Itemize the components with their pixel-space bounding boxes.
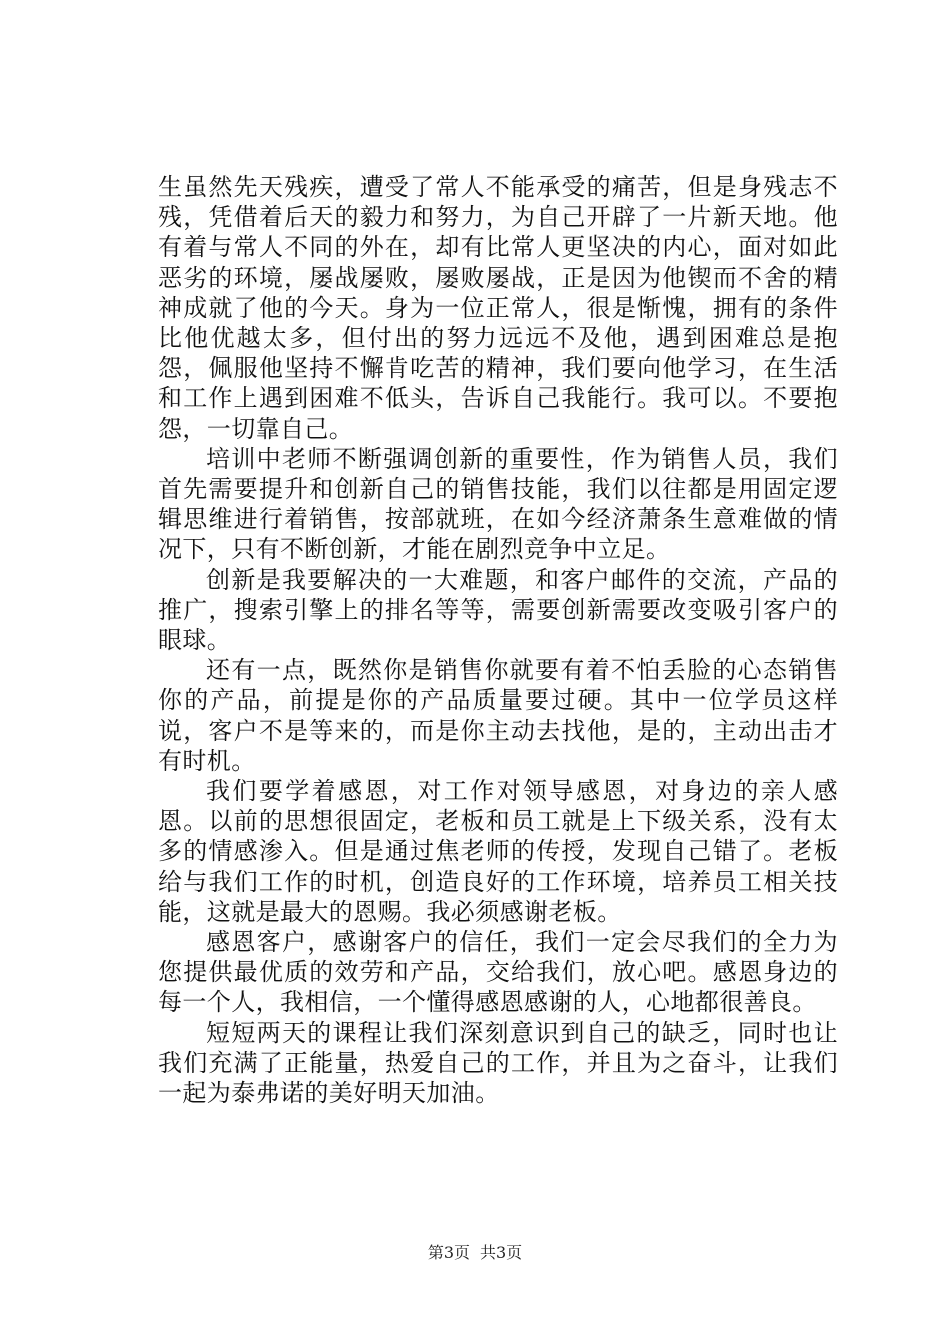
page-number-current: 第3页 <box>427 1243 470 1262</box>
page-footer <box>0 1240 950 1263</box>
paragraph-innovation-challenge: 创新是我要解决的一大难题，和客户邮件的交流，产品的推广，搜索引擎上的排名等等，需要创新需要改变吸引客户的眼球。 <box>158 565 838 655</box>
paragraph-sales-attitude: 还有一点，既然你是销售你就要有着不怕丢脸的心态销售你的产品，前提是你的产品质量要过硬。其中一位学员这样说，客户不是等来的，而是你主动去找他，是的，主动出击才有时机。 <box>158 656 838 775</box>
paragraph-gratitude-customers: 感恩客户，感谢客户的信任，我们一定会尽我们的全力为您提供最优质的效劳和产品，交给我们，放心吧。感恩身边的每一个人，我相信，一个懂得感恩感谢的人，心地都很善良。 <box>158 928 838 1017</box>
paragraph-continued: 生虽然先天残疾，遭受了常人不能承受的痛苦，但是身残志不残，凭借着后天的毅力和努力，为自己开辟了一片新天地。他有着与常人不同的外在，却有比常人更坚决的内心，面对如此恶劣的环境，屡战屡败，屡败屡战，正是因为他锲而不舍的精神成就了他的今天。身为一位正常人，很是惭愧，拥有的条件比他优越太多，但付出的努力远远不及他，遇到困难总是抱怨，佩服他坚持不懈肯吃苦的精神，我们要向他学习，在生活和工作上遇到困难不低头，告诉自己我能行。我可以。不要抱怨，一切靠自己。 <box>158 173 838 443</box>
paragraph-innovation: 培训中老师不断强调创新的重要性，作为销售人员，我们首先需要提升和创新自己的销售技能，我们以往都是用固定逻辑思维进行着销售，按部就班，在如今经济萧条生意难做的情况下，只有不断创新，才能在剧烈竞争中立足。 <box>158 444 838 564</box>
document-body <box>158 172 838 1108</box>
paragraph-conclusion: 短短两天的课程让我们深刻意识到自己的缺乏，同时也让我们充满了正能量，热爱自己的工作，并且为之奋斗，让我们一起为泰弗诺的美好明天加油。 <box>158 1018 838 1108</box>
paragraph-gratitude: 我们要学着感恩，对工作对领导感恩，对身边的亲人感恩。以前的思想很固定，老板和员工就是上下级关系，没有太多的情感渗入。但是通过焦老师的传授，发现自己错了。老板给与我们工作的时机，创造良好的工作环境，培养员工相关技能，这就是最大的恩赐。我必须感谢老板。 <box>158 777 838 926</box>
page-number-total: 共3页 <box>480 1243 523 1262</box>
